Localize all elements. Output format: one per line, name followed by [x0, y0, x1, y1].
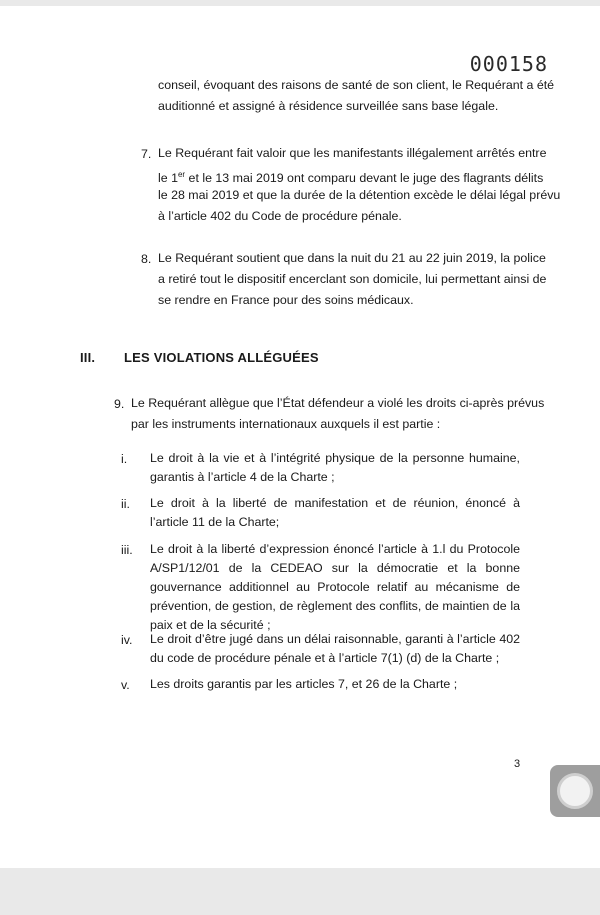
paragraph-7-line-4: à l’article 402 du Code de procédure pénale.	[158, 209, 402, 223]
list-item-numeral: i.	[121, 452, 128, 466]
document-page	[0, 6, 600, 868]
page-stamp-number: 000158	[469, 52, 548, 76]
assistive-touch-button[interactable]	[550, 765, 600, 817]
paragraph-8-line-2: a retiré tout le dispositif encerclant son domicile, lui permettant ainsi de	[158, 272, 547, 286]
section-numeral: III.	[80, 350, 96, 365]
list-item-numeral: v.	[121, 678, 130, 692]
paragraph-continuation-line-1: conseil, évoquant des raisons de santé de son client, le Requérant a été	[158, 78, 555, 92]
paragraph-9-line-2: par les instruments internationaux auxquels il est partie :	[131, 417, 441, 431]
paragraph-8-line-1: Le Requérant soutient que dans la nuit du 21 au 22 juin 2019, la police	[158, 251, 546, 265]
list-item-numeral: iv.	[121, 633, 133, 647]
list-item-text: Le droit à la liberté d’expression énoncé l’article à 1.l du Protocole A/SP1/12/01 de la CEDEAO sur la démocratie et la bonne gouvernance additionnel au Protocole relatif au mécanisme de prévention, de gestion, de règlement des conflits, de maintien de la paix et de la sécurité ;	[150, 542, 520, 632]
paragraph-continuation-line-2: auditionné et assigné à résidence surveillée sans base légale.	[158, 99, 499, 113]
list-item-text: Le droit d’être jugé dans un délai raisonnable, garanti à l’article 402 du code de procédure pénale et à l’article 7(1) (d) de la Charte ;	[150, 632, 520, 665]
list-item-text: Le droit à la liberté de manifestation et de réunion, énoncé à l’article 11 de la Charte;	[150, 496, 520, 529]
paragraph-7-number: 7.	[141, 147, 152, 161]
list-item-text: Le droit à la vie et à l’intégrité physique de la personne humaine, garantis à l’article 4 de la Charte ;	[150, 451, 520, 484]
paragraph-7-line-2-end: et le 13 mai 2019 ont comparu devant le juge des flagrants délits	[185, 171, 544, 186]
section-title: LES VIOLATIONS ALLÉGUÉES	[124, 350, 319, 365]
list-item-numeral: iii.	[121, 543, 133, 557]
assistive-touch-icon	[557, 773, 593, 809]
paragraph-7-line-2-start: le 1	[158, 171, 178, 186]
paragraph-9-line-1: Le Requérant allègue que l’État défendeur a violé les droits ci-après prévus	[131, 396, 545, 410]
list-item-text: Les droits garantis par les articles 7, et 26 de la Charte ;	[150, 677, 458, 691]
list-item-numeral: ii.	[121, 497, 130, 511]
ordinal-superscript: er	[177, 170, 186, 179]
paragraph-7-line-3: le 28 mai 2019 et que la durée de la détention excède le délai légal prévu	[158, 188, 561, 202]
paragraph-8-number: 8.	[141, 252, 152, 266]
paragraph-8-line-3: se rendre en France pour des soins médicaux.	[158, 293, 414, 307]
paragraph-9-number: 9.	[114, 397, 125, 411]
paragraph-7-line-1: Le Requérant fait valoir que les manifestants illégalement arrêtés entre	[158, 146, 547, 160]
section-heading	[80, 350, 319, 365]
page-number: 3	[514, 758, 521, 770]
